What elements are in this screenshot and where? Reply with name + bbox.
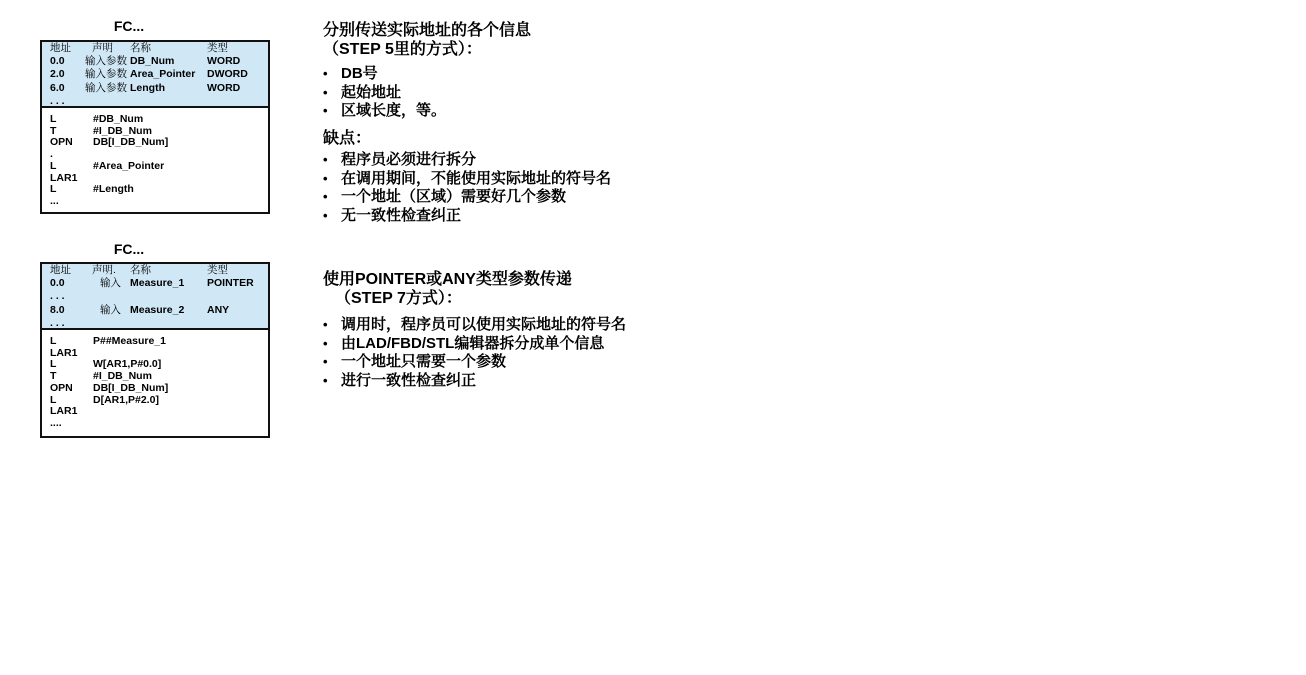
bullet-icon: • [323,66,328,81]
section-title-line-1: 缺点： [323,130,372,147]
section-title-line-2: （STEP 7方式）： [335,290,462,307]
operand: #DB_Num [93,113,144,125]
code-line [50,418,268,430]
cell-declaration: 输入参数 [85,81,127,94]
header-address: 地址 [50,42,71,54]
declaration-table-1 [42,42,268,108]
bullet-text: 一个地址（区域）需要好几个参数 [341,188,567,205]
cell-declaration [85,317,130,330]
cell-address: 8.0 [50,303,65,316]
code-line [50,114,268,126]
cell-declaration [85,290,130,303]
opcode: L [50,358,57,371]
bullet-text: 程序员必须进行拆分 [341,151,477,168]
cell-type: WORD [207,81,241,94]
opcode: L [50,393,57,406]
section-step7-pointer-any [323,270,626,390]
fc-block-2 [40,262,270,438]
cell-address: . . . [50,290,65,303]
cell-name: Area_Pointer [130,68,196,81]
bullet-text: 由LAD/FBD/STL编辑器拆分成单个信息 [341,334,605,352]
code-line [50,359,268,371]
bullet-icon: • [323,152,328,167]
opcode: LAR1 [50,171,78,184]
table-row-ellipsis [50,317,268,330]
table-header-row [50,42,268,55]
operand: #I_DB_Num [93,124,152,137]
stl-code-2 [42,330,268,430]
table-row [50,55,268,68]
cell-name: Length [130,81,165,94]
cell-declaration [85,95,130,108]
bullet-icon: • [323,317,328,332]
code-line [50,161,268,173]
header-type: 类型 [207,42,228,54]
section-title-line-1: 分别传送实际地址的各个信息 [323,22,532,39]
table-row [50,277,268,290]
bullet-text: 无一致性检查纠正 [341,206,462,224]
bullet-list [323,65,531,121]
bullet-list [323,151,611,225]
cell-address: . . . [50,316,65,329]
cell-name: Measure_2 [130,303,185,316]
code-line [50,336,268,348]
list-item [323,335,626,354]
bullet-text: 一个地址只需要一个参数 [341,353,507,370]
bullet-icon: • [323,170,328,186]
table-row-ellipsis [50,290,268,303]
opcode: OPN [50,136,73,149]
header-type: 类型 [207,264,228,276]
opcode: LAR1 [50,405,78,418]
opcode: L [50,183,57,196]
bullet-icon: • [323,372,328,388]
list-item [323,102,531,121]
bullet-icon: • [323,103,328,118]
header-address: 地址 [50,264,71,276]
table-row-ellipsis [50,95,268,108]
cell-name: Measure_1 [130,277,185,290]
cell-address: 6.0 [50,81,65,94]
cell-declaration: 输入参数 [85,55,127,68]
list-item [323,207,611,226]
code-line [50,406,268,418]
bullet-text: 区域长度，等。 [341,102,447,119]
operand: #I_DB_Num [93,370,152,383]
cell-declaration: 输入 [100,303,121,316]
table-row [50,304,268,317]
operand: #Area_Pointer [93,159,165,172]
opcode: ... [50,194,59,207]
bullet-list [323,316,626,390]
bullet-icon: • [323,335,328,351]
bullet-text: 调用时，程序员可以使用实际地址的符号名 [341,316,627,333]
stl-code-1 [42,108,268,208]
opcode: .... [50,416,62,429]
list-item [323,188,611,207]
list-item [323,372,626,391]
bullet-icon: • [323,84,328,100]
list-item [323,84,531,103]
list-item [323,170,611,189]
cell-declaration: 输入参数 [85,68,127,81]
cell-type: DWORD [207,68,248,81]
cell-type: POINTER [207,277,254,290]
code-line [50,173,268,185]
table-header-row [50,264,268,277]
fc-block-1-title: FC... [113,18,145,34]
cell-name: DB_Num [130,55,175,68]
fc-block-2-title: FC... [113,241,145,257]
cell-address: 2.0 [50,68,65,81]
opcode: T [50,124,57,137]
list-item [323,316,626,335]
cell-type: WORD [207,55,241,68]
cell-declaration: 输入 [100,277,121,290]
list-item [323,353,626,372]
operand: D[AR1,P#2.0] [93,393,159,406]
code-line [50,196,268,208]
table-row [50,68,268,81]
bullet-icon: • [323,354,328,369]
header-declaration: 声明 [92,42,113,54]
bullet-text: 进行一致性检查纠正 [341,371,477,389]
cell-name [130,95,207,108]
header-declaration: 声明. [92,264,116,276]
section-step5-transfer [323,21,531,121]
bullet-text: DB号 [341,65,378,82]
cell-address: 0.0 [50,55,65,68]
section-title-line-1: 使用POINTER或ANY类型参数传递 [323,271,572,288]
operand: #Length [93,183,134,196]
section-disadvantages [323,129,611,225]
list-item [323,65,531,84]
bullet-icon: • [323,189,328,204]
opcode: L [50,159,57,172]
header-name: 名称 [130,264,151,276]
opcode: . [50,148,53,161]
table-row [50,82,268,95]
cell-type: ANY [207,303,230,316]
fc-block-1 [40,40,270,214]
code-line [50,383,268,395]
bullet-icon: • [323,207,328,223]
operand: P##Measure_1 [93,335,166,347]
operand: DB[I_DB_Num] [93,381,169,394]
bullet-text: 在调用期间，不能使用实际地址的符号名 [341,169,612,187]
header-name: 名称 [130,42,151,54]
section-title-line-2: （STEP 5里的方式）： [323,41,482,58]
code-line [50,137,268,149]
cell-name [130,290,207,303]
opcode: T [50,370,57,383]
cell-address: 0.0 [50,277,65,290]
cell-address: . . . [50,94,65,107]
operand: W[AR1,P#0.0] [93,358,162,371]
code-line [50,395,268,407]
list-item [323,151,611,170]
declaration-table-2 [42,264,268,330]
operand: DB[I_DB_Num] [93,136,169,149]
code-line [50,184,268,196]
opcode: L [50,113,57,125]
opcode: L [50,335,57,347]
cell-name [130,317,207,330]
bullet-text: 起始地址 [341,83,402,101]
opcode: OPN [50,381,73,394]
opcode: LAR1 [50,346,78,359]
